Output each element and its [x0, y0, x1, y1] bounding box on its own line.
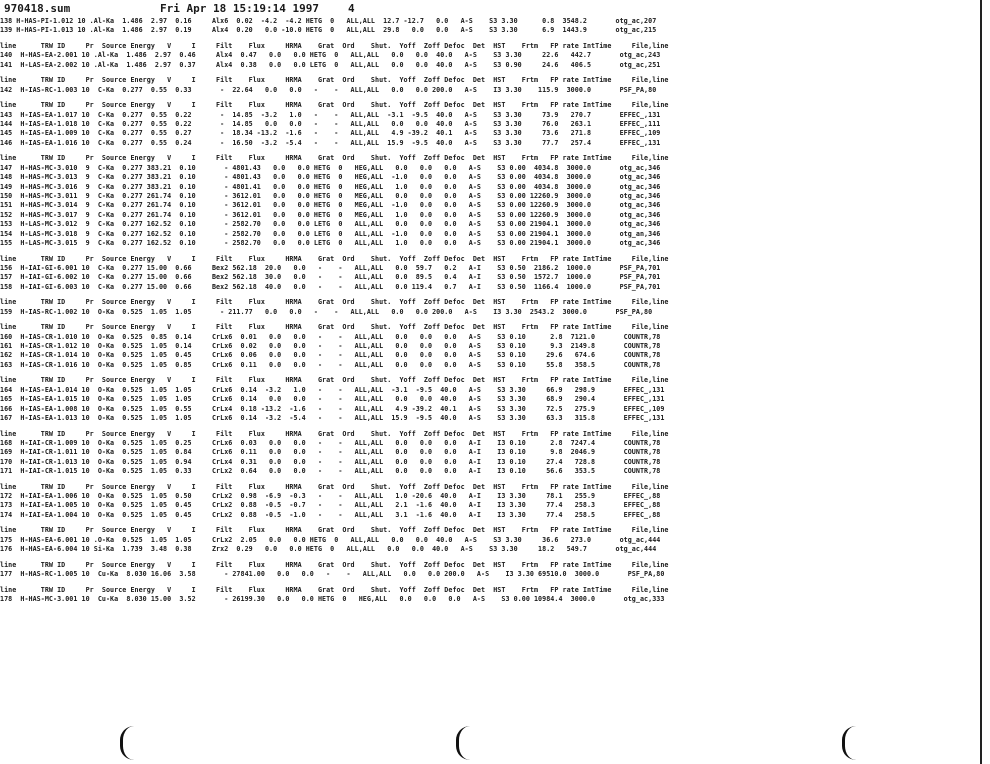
table-row: 177 H-HAS-RC-1.005 10 Cu-Ka 8.030 16.06 3.58 - 27841.00 0.0 0.0 - - ALL,ALL 0.0 0.0 200.0 A-S I3 3.30 69510.0 3000.0 PSF_PA,80: [0, 570, 665, 579]
table-row: 151 H-HAS-MC-3.014 9 C-Ka 0.277 261.74 0.10 - 3612.01 0.0 0.0 HETG 0 MEG,ALL -1.0 0.0 0.0 A-S S3 0.00 12260.9 3000.0 otg_ac,346: [0, 201, 661, 210]
table-row: 165 H-IAS-EA-1.015 10 O-Ka 0.525 1.05 1.05 CrLx6 0.14 0.0 0.0 - - ALL,ALL 0.0 0.0 40.0 A-S S3 3.30 68.9 290.4 EFFEC_,131: [0, 395, 665, 404]
table-row: 140 H-HAS-EA-2.001 10 .Al-Ka 1.486 2.97 0.46 Alx4 0.47 0.0 0.0 HETG 0 ALL,ALL 0.0 0.0 40.0 A-S S3 3.30 22.6 442.7 otg_ac,243: [0, 51, 661, 60]
table-row: 149 H-HAS-MC-3.016 9 C-Ka 0.277 383.21 0.10 - 4801.41 0.0 0.0 HETG 0 HEG,ALL 1.0 0.0 0.0 A-S S3 0.00 4034.8 3000.0 otg_ac,346: [0, 182, 661, 191]
table-row: 139 H-HAS-PI-1.013 10 .Al-Ka 1.486 2.97 0.19 Alx4 0.20 0.0 -10.0 HETG 0 ALL,ALL 29.8 0.0 0.0 A-S S3 3.30 6.9 1443.9 otg_ac,215: [0, 26, 657, 35]
table-row: 150 H-HAS-MC-3.011 9 C-Ka 0.277 261.74 0.10 - 3612.01 0.0 0.0 HETG 0 MEG,ALL 0.0 0.0 0.0 A-S S3 0.00 12260.9 3000.0 otg_ac,346: [0, 192, 661, 200]
print-datetime: Fri Apr 18 15:19:14 1997: [160, 2, 319, 15]
table-row: 154 H-LAS-MC-3.018 9 C-Ka 0.277 162.52 0.10 - 2582.70 0.0 0.0 LETG 0 ALL,ALL -1.0 0.0 0.0 A-S S3 0.00 21904.1 3000.0 otg_an,346: [0, 229, 661, 238]
column-header-row: line TRW ID Pr Source Energy V I Filt Flux HRMA Grat Ord Shut. Yoff Zoff Defoc Det HST Frtm FP rate IntTime File,line: [0, 376, 669, 385]
table-row: 145 H-IAS-EA-1.009 10 C-Ka 0.277 0.55 0.27 - 18.34 -13.2 -1.6 - - ALL,ALL 4.9 -39.2 40.1 A-S S3 3.30 73.6 271.8 EFFEC_,109: [0, 129, 661, 138]
table-row: 158 H-IAI-GI-6.003 10 C-Ka 0.277 15.00 0.66 Bex2 562.18 40.0 0.0 - - ALL,ALL 0.0 119.4 0.7 A-I S3 0.50 1166.4 1000.0 PSF_PA,701: [0, 282, 661, 291]
table-row: 169 H-IAI-CR-1.011 10 O-Ka 0.525 1.05 0.84 CrLx6 0.11 0.0 0.0 - - ALL,ALL 0.0 0.0 0.0 A-I I3 0.10 9.8 2046.9 COUNTR,78: [0, 448, 661, 457]
table-row: 176 H-HAS-EA-6.004 10 Si-Ka 1.739 3.48 0.38 Zrx2 0.29 0.0 0.0 HETG 0 ALL,ALL 0.0 0.0 40.0 A-S S3 3.30 18.2 549.7 otg_ac,444: [0, 545, 657, 554]
table-block: [0, 76, 669, 95]
table-block: [0, 586, 669, 605]
table-row: 178 H-HAS-MC-3.001 10 Cu-Ka 8.030 15.00 3.52 - 26199.30 0.0 0.0 HETG 0 HEG,ALL 0.0 0.0 0.0 A-S S3 0.00 10984.4 3000.0 otg_ac,333: [0, 595, 665, 604]
column-header-row: line TRW ID Pr Source Energy V I Filt Flux HRMA Grat Ord Shut. Yoff Zoff Defoc Det HST Frtm FP rate IntTime File,line: [0, 154, 669, 163]
column-header-row: line TRW ID Pr Source Energy V I Filt Flux HRMA Grat Ord Shut. Yoff Zoff Defoc Det HST Frtm FP rate IntTime File,line: [0, 101, 669, 110]
column-header-row: line TRW ID Pr Source Energy V I Filt Flux HRMA Grat Ord Shut. Yoff Zoff Defoc Det HST Frtm FP rate IntTime File,line: [0, 298, 669, 307]
table-row: 153 H-LAS-MC-3.012 9 C-Ka 0.277 162.52 0.10 - 2582.70 0.0 0.0 LETG 0 ALL,ALL 0.0 0.0 0.0 A-S S3 0.00 21904.1 3000.0 otg_ac,346: [0, 220, 661, 229]
table-row: 159 H-IAS-RC-1.002 10 O-Ka 0.525 1.05 1.05 - 211.77 0.0 0.0 - - ALL,ALL 0.0 0.0 200.0 A-S I3 3.30 2543.2 3000.0 PSF_PA,80: [0, 307, 653, 316]
table-block: [0, 17, 669, 36]
column-header-row: line TRW ID Pr Source Energy V I Filt Flux HRMA Grat Ord Shut. Yoff Zoff Defoc Det HST Frtm FP rate IntTime File,line: [0, 482, 669, 491]
table-row: 174 H-IAI-EA-1.004 10 O-Ka 0.525 1.05 0.45 CrLx2 0.88 -0.5 -1.0 - - ALL,ALL 3.1 -1.6 40.0 A-I I3 3.30 77.4 258.5 EFFEC_,88: [0, 510, 661, 519]
table-block: [0, 430, 669, 477]
binder-hole-mark: [456, 726, 473, 760]
column-header-row: line TRW ID Pr Source Energy V I Filt Flux HRMA Grat Ord Shut. Yoff Zoff Defoc Det HST Frtm FP rate IntTime File,line: [0, 41, 669, 50]
column-header-row: line TRW ID Pr Source Energy V I Filt Flux HRMA Grat Ord Shut. Yoff Zoff Defoc Det HST Frtm FP rate IntTime File,line: [0, 254, 669, 263]
table-block: [0, 42, 669, 70]
table-block: [0, 526, 669, 554]
table-row: 167 H-IAS-EA-1.013 10 O-Ka 0.525 1.05 1.05 CrLx6 0.14 -3.2 -5.4 - - ALL,ALL 15.9 -9.5 40.0 A-S S3 3.30 63.3 315.8 EFFEC_,131: [0, 413, 665, 422]
table-row: 147 H-HAS-MC-3.010 9 C-Ka 0.277 383.21 0.10 - 4801.43 0.0 0.0 HETG 0 HEG,ALL 0.0 0.0 0.0 A-S S3 0.00 4034.8 3000.0 otg_ac,346: [0, 163, 661, 172]
table-row: 166 H-IAS-EA-1.008 10 O-Ka 0.525 1.05 0.55 CrLx4 0.18 -13.2 -1.6 - - ALL,ALL 4.9 -39.2 40.1 A-S S3 3.30 72.5 275.9 EFFEC_,109: [0, 404, 665, 413]
table-block: [0, 323, 669, 370]
binder-hole-mark: [842, 726, 859, 760]
table-row: 162 H-IAS-CR-1.014 10 O-Ka 0.525 1.05 0.45 CrLx6 0.06 0.0 0.0 - - ALL,ALL 0.0 0.0 0.0 A-S S3 0.10 29.6 674.6 COUNTR,78: [0, 351, 661, 360]
table-row: 161 H-IAS-CR-1.012 10 O-Ka 0.525 1.05 0.14 CrLx6 0.02 0.0 0.0 - - ALL,ALL 0.0 0.0 0.0 A-S S3 0.10 9.3 2149.8 COUNTR,78: [0, 342, 661, 351]
table-row: 155 H-LAS-MC-3.015 9 C-Ka 0.277 162.52 0.10 - 2582.70 0.0 0.0 LETG 0 ALL,ALL 1.0 0.0 0.0 A-S S3 0.00 21904.1 3000.0 otg_ac,346: [0, 238, 661, 247]
table-row: 138 H-HAS-PI-1.012 10 .Al-Ka 1.486 2.97 0.16 Alx6 0.02 -4.2 -4.2 HETG 0 ALL,ALL 12.7 -12.7 0.0 A-S S3 3.30 0.8 3548.2 otg_ac,207: [0, 17, 657, 25]
table-block: [0, 561, 669, 580]
table-block: [0, 154, 669, 248]
file-name: 970418.sum: [4, 2, 71, 15]
column-header-row: line TRW ID Pr Source Energy V I Filt Flux HRMA Grat Ord Shut. Yoff Zoff Defoc Det HST Frtm FP rate IntTime File,line: [0, 526, 669, 535]
table-row: 163 H-IAS-CR-1.016 10 O-Ka 0.525 1.05 0.85 CrLx6 0.11 0.0 0.0 - - ALL,ALL 0.0 0.0 0.0 A-S S3 0.10 55.8 358.5 COUNTR,78: [0, 360, 661, 369]
summary-table: [0, 17, 669, 605]
table-row: 156 H-IAI-GI-6.001 10 C-Ka 0.277 15.00 0.66 Bex2 562.18 20.0 0.0 - - ALL,ALL 0.0 59.7 0.2 A-I S3 0.50 2186.2 1000.0 PSF_PA,701: [0, 263, 661, 272]
binder-hole-mark: [120, 726, 137, 760]
table-row: 143 H-IAS-EA-1.017 10 C-Ka 0.277 0.55 0.22 - 14.85 -3.2 1.0 - - ALL,ALL -3.1 -9.5 40.0 A-S S3 3.30 73.9 270.7 EFFEC_,131: [0, 110, 661, 119]
table-row: 170 H-IAI-CR-1.013 10 O-Ka 0.525 1.05 0.94 CrLx4 0.31 0.0 0.0 - - ALL,ALL 0.0 0.0 0.0 A-I I3 0.10 27.4 728.8 COUNTR,78: [0, 457, 661, 466]
table-block: [0, 298, 669, 317]
page-header: [4, 2, 355, 16]
table-row: 171 H-IAI-CR-1.015 10 O-Ka 0.525 1.05 0.33 CrLx2 0.64 0.0 0.0 - - ALL,ALL 0.0 0.0 0.0 A-I I3 0.10 56.6 353.5 COUNTR,78: [0, 467, 661, 476]
table-block: [0, 255, 669, 293]
table-row: 168 H-IAI-CR-1.009 10 O-Ka 0.525 1.05 0.25 CrLx6 0.03 0.0 0.0 - - ALL,ALL 0.0 0.0 0.0 A-I I3 0.10 2.8 7247.4 COUNTR,78: [0, 438, 661, 447]
table-row: 160 H-IAS-CR-1.010 10 O-Ka 0.525 0.85 0.14 CrLx6 0.01 0.0 0.0 - - ALL,ALL 0.0 0.0 0.0 A-S S3 0.10 2.8 7121.0 COUNTR,78: [0, 332, 661, 341]
table-row: 157 H-IAI-GI-6.002 10 C-Ka 0.277 15.00 0.66 Bex2 562.18 30.0 0.0 - - ALL,ALL 0.0 89.5 0.4 A-I S3 0.50 1572.7 1000.0 PSF_PA,701: [0, 273, 661, 282]
table-row: 141 H-LAS-EA-2.002 10 .Al-Ka 1.486 2.97 0.37 Alx4 0.38 0.0 0.0 LETG 0 ALL,ALL 0.0 0.0 40.0 A-S S3 0.90 24.6 406.5 otg_ac,251: [0, 60, 661, 69]
table-row: 164 H-IAS-EA-1.014 10 O-Ka 0.525 1.05 1.05 CrLx6 0.14 -3.2 1.0 - - ALL,ALL -3.1 -9.5 40.0 A-S S3 3.30 66.9 298.9 EFFEC_,131: [0, 385, 665, 394]
table-block: [0, 376, 669, 423]
table-row: 144 H-IAS-EA-1.018 10 C-Ka 0.277 0.55 0.22 - 14.85 0.0 0.0 - - ALL,ALL 0.0 0.0 40.0 A-S S3 3.30 76.0 263.1 EFFEC_,111: [0, 120, 661, 129]
table-row: 152 H-HAS-MC-3.017 9 C-Ka 0.277 261.74 0.10 - 3612.01 0.0 0.0 HETG 0 MEG,ALL 1.0 0.0 0.0 A-S S3 0.00 12260.9 3000.0 otg_ac,346: [0, 210, 661, 219]
table-row: 148 H-HAS-MC-3.013 9 C-Ka 0.277 383.21 0.10 - 4801.43 0.0 0.0 HETG 0 HEG,ALL -1.0 0.0 0.0 A-S S3 0.00 4034.8 3000.0 otg_ac,346: [0, 173, 661, 182]
table-row: 173 H-IAI-EA-1.005 10 O-Ka 0.525 1.05 0.45 CrLx2 0.88 -0.5 -0.7 - - ALL,ALL 2.1 -1.6 40.0 A-I I3 3.30 77.4 258.3 EFFEC_,88: [0, 501, 661, 510]
table-row: 172 H-IAI-EA-1.006 10 O-Ka 0.525 1.05 0.50 CrLx2 0.98 -6.9 -0.3 - - ALL,ALL 1.0 -20.6 40.0 A-I I3 3.30 78.1 255.9 EFFEC_,88: [0, 492, 661, 501]
column-header-row: line TRW ID Pr Source Energy V I Filt Flux HRMA Grat Ord Shut. Yoff Zoff Defoc Det HST Frtm FP rate IntTime File,line: [0, 76, 669, 85]
column-header-row: line TRW ID Pr Source Energy V I Filt Flux HRMA Grat Ord Shut. Yoff Zoff Defoc Det HST Frtm FP rate IntTime File,line: [0, 429, 669, 438]
table-block: [0, 101, 669, 148]
table-row: 146 H-IAS-EA-1.016 10 C-Ka 0.277 0.55 0.24 - 16.50 -3.2 -5.4 - - ALL,ALL 15.9 -9.5 40.0 A-S S3 3.30 77.7 257.4 EFFEC_,131: [0, 138, 661, 147]
table-row: 142 H-IAS-RC-1.003 10 C-Ka 0.277 0.55 0.33 - 22.64 0.0 0.0 - - ALL,ALL 0.0 0.0 200.0 A-S I3 3.30 115.9 3000.0 PSF_PA,80: [0, 85, 657, 94]
column-header-row: line TRW ID Pr Source Energy V I Filt Flux HRMA Grat Ord Shut. Yoff Zoff Defoc Det HST Frtm FP rate IntTime File,line: [0, 585, 669, 594]
table-block: [0, 483, 669, 521]
table-row: 175 H-HAS-EA-6.001 10 .O-Ka 0.525 1.05 1.05 CrLx2 2.05 0.0 0.0 HETG 0 ALL,ALL 0.0 0.0 40.0 A-S S3 3.30 36.6 273.0 otg_ac,444: [0, 535, 661, 544]
column-header-row: line TRW ID Pr Source Energy V I Filt Flux HRMA Grat Ord Shut. Yoff Zoff Defoc Det HST Frtm FP rate IntTime File,line: [0, 323, 669, 332]
column-header-row: line TRW ID Pr Source Energy V I Filt Flux HRMA Grat Ord Shut. Yoff Zoff Defoc Det HST Frtm FP rate IntTime File,line: [0, 560, 669, 569]
page-number: 4: [348, 2, 355, 15]
page-edge-rule: [980, 0, 982, 764]
